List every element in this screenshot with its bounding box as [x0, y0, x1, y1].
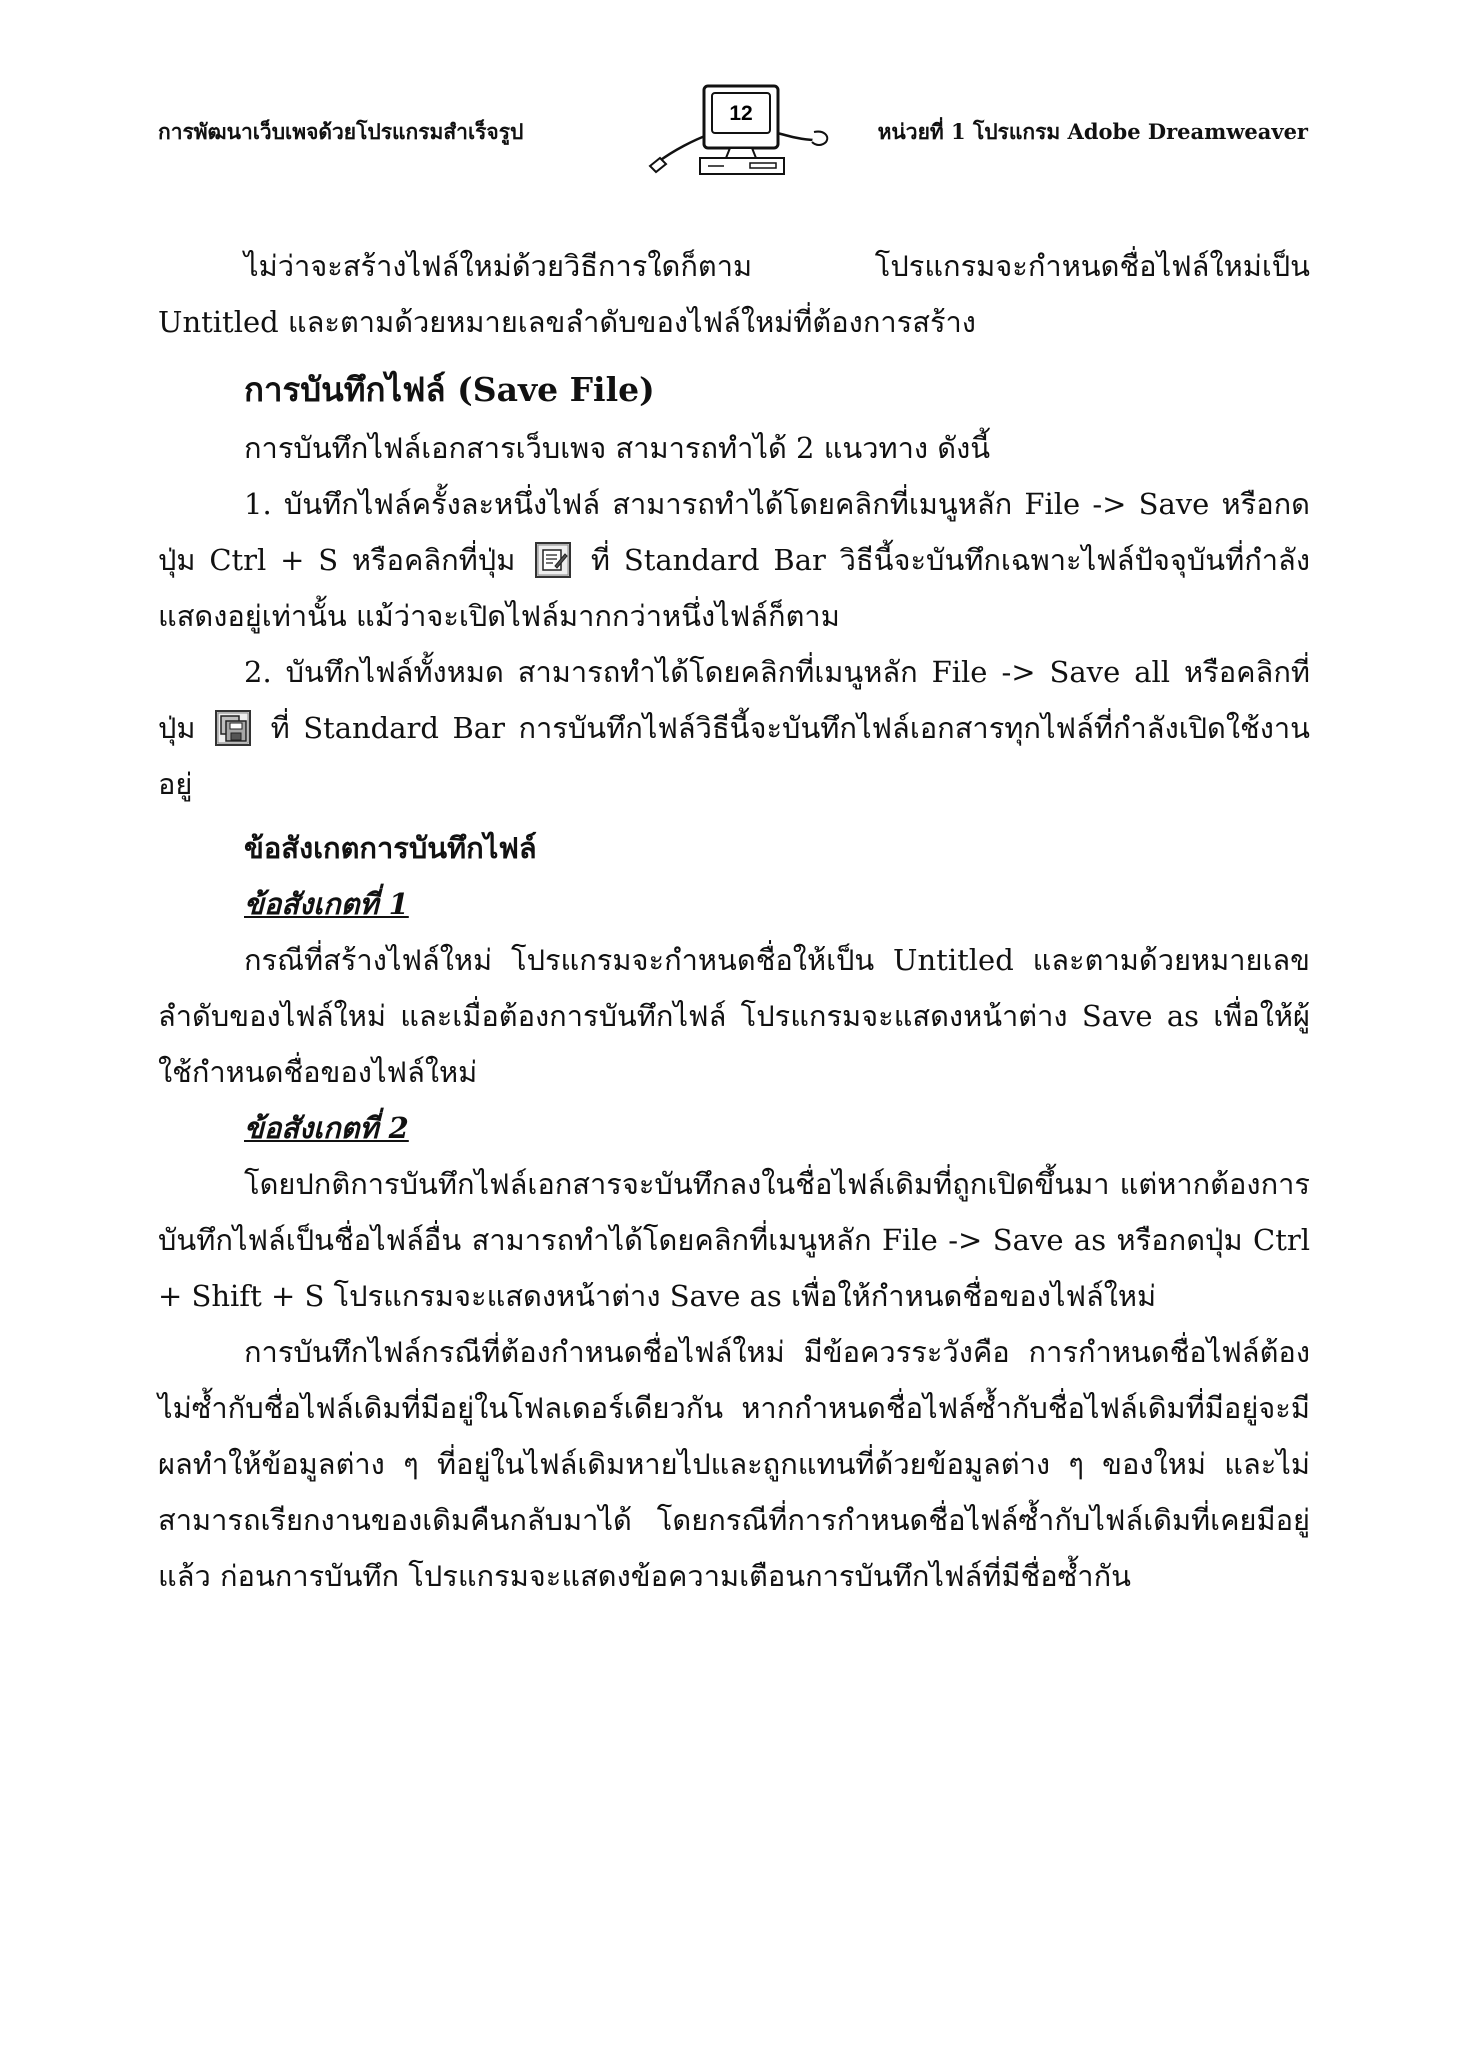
- header-book-title: การพัฒนาเว็บเพจด้วยโปรแกรมสำเร็จรูป: [158, 119, 524, 144]
- save-method-1-text-a: 1. บันทึกไฟล์ครั้งละหนึ่งไฟล์ สามารถทำได้โดยคลิกที่เมนูหลัก File -> Save หรือกดปุ่ม Ctrl + S หรือคลิกที่ปุ่ม: [158, 487, 1310, 577]
- section-lead-paragraph: การบันทึกไฟล์เอกสารเว็บเพจ สามารถทำได้ 2 แนวทาง ดังนี้: [244, 431, 991, 465]
- save-method-1-text-b: ที่ Standard Bar วิธีนี้จะบันทึกเฉพาะไฟล์ปัจจุบันที่กำลังแสดงอยู่เท่านั้น แม้ว่าจะเปิดไฟล์มากกว่าหนึ่งไฟล์ก็ตาม: [158, 543, 1310, 633]
- save-method-1-paragraph: [158, 476, 1310, 644]
- note-1-paragraph: กรณีที่สร้างไฟล์ใหม่ โปรแกรมจะกำหนดชื่อให้เป็น Untitled และตามด้วยหมายเลขลำดับของไฟล์ใหม่ และเมื่อต้องการบันทึกไฟล์ โปรแกรมจะแสดงหน้าต่าง Save as เพื่อให้ผู้ใช้กำหนดชื่อของไฟล์ใหม่: [158, 943, 1310, 1089]
- save-method-2-text-a: 2. บันทึกไฟล์ทั้งหมด สามารถทำได้โดยคลิกที่เมนูหลัก File -> Save all หรือคลิกที่ปุ่ม: [158, 655, 1310, 745]
- page-body: [158, 238, 1310, 1604]
- save-all-icon: [215, 710, 251, 746]
- notes-heading: ข้อสังเกตการบันทึกไฟล์: [244, 831, 537, 865]
- note-2-paragraph-1: โดยปกติการบันทึกไฟล์เอกสารจะบันทึกลงในชื่อไฟล์เดิมที่ถูกเปิดขึ้นมา แต่หากต้องการบันทึกไฟล์เป็นชื่อไฟล์อื่น สามารถทำได้โดยคลิกที่เมนูหลัก File -> Save as หรือกดปุ่ม Ctrl + Shift + S โปรแกรมจะแสดงหน้าต่าง Save as เพื่อให้กำหนดชื่อของไฟล์ใหม่: [158, 1167, 1310, 1313]
- page-header: [158, 80, 1308, 180]
- save-method-2-text-b: ที่ Standard Bar การบันทึกไฟล์วิธีนี้จะบันทึกไฟล์เอกสารทุกไฟล์ที่กำลังเปิดใช้งานอยู่: [158, 711, 1310, 801]
- section-heading: การบันทึกไฟล์ (Save File): [244, 370, 655, 409]
- header-unit-title: หน่วยที่ 1 โปรแกรม Adobe Dreamweaver: [877, 119, 1308, 144]
- intro-paragraph: ไม่ว่าจะสร้างไฟล์ใหม่ด้วยวิธีการใดก็ตาม โปรแกรมจะกำหนดชื่อไฟล์ใหม่เป็น Untitled และตามด้วยหมายเลขลำดับของไฟล์ใหม่ที่ต้องการสร้าง: [158, 249, 1310, 339]
- note-2-title: ข้อสังเกตที่ 2: [244, 1111, 409, 1145]
- note-2-paragraph-2: การบันทึกไฟล์กรณีที่ต้องกำหนดชื่อไฟล์ใหม่ มีข้อควรระวังคือ การกำหนดชื่อไฟล์ต้องไม่ซ้ำกับชื่อไฟล์เดิมที่มีอยู่ในโฟลเดอร์เดียวกัน หากกำหนดชื่อไฟล์ซ้ำกับชื่อไฟล์เดิมที่มีอยู่จะมีผลทำให้ข้อมูลต่าง ๆ ที่อยู่ในไฟล์เดิมหายไปและถูกแทนที่ด้วยข้อมูลต่าง ๆ ของใหม่ และไม่สามารถเรียกงานของเดิมคืนกลับมาได้ โดยกรณีที่การกำหนดชื่อไฟล์ซ้ำกับไฟล์เดิมที่เคยมีอยู่แล้ว ก่อนการบันทึก โปรแกรมจะแสดงข้อความเตือนการบันทึกไฟล์ที่มีชื่อซ้ำกัน: [158, 1335, 1310, 1593]
- note-1-title: ข้อสังเกตที่ 1: [244, 887, 409, 921]
- save-icon: [535, 542, 571, 578]
- page-number: 12: [729, 102, 753, 125]
- computer-monitor-logo-icon: [646, 80, 836, 180]
- save-method-2-paragraph: [158, 644, 1310, 812]
